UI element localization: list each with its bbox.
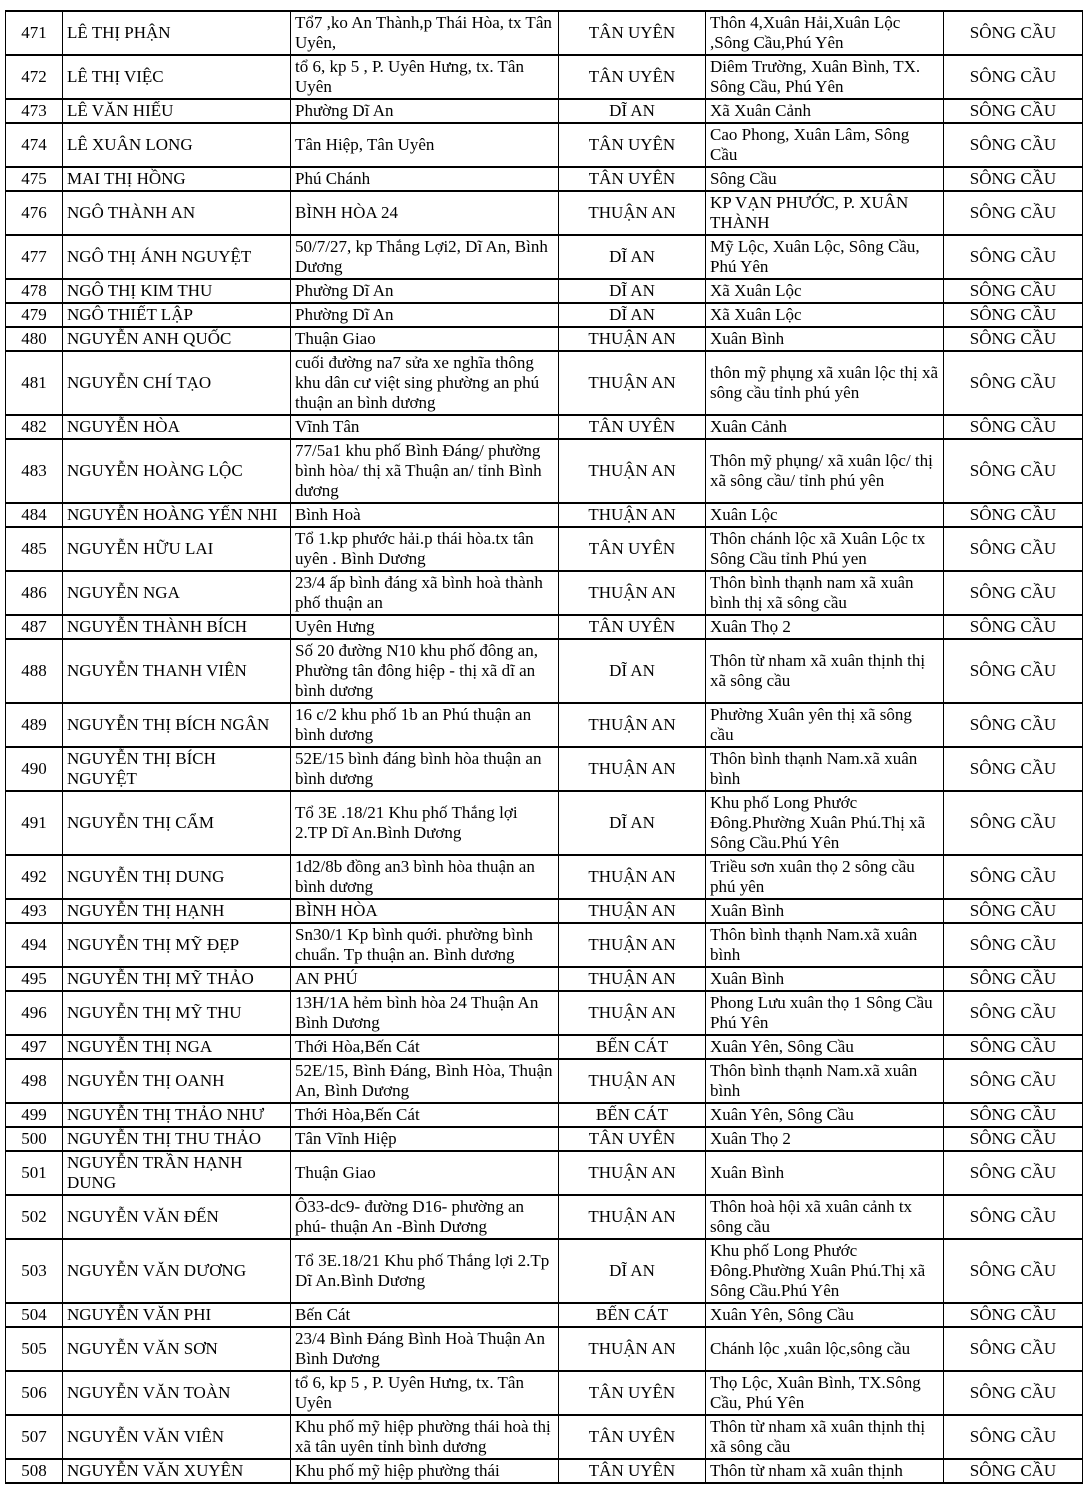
- origin-address-cell: Phường Dĩ An: [291, 279, 559, 303]
- origin-district-cell: DĨ AN: [559, 235, 706, 279]
- destination-address-cell: Xuân Thọ 2: [706, 615, 944, 639]
- origin-address-cell: Thới Hòa,Bến Cát: [291, 1035, 559, 1059]
- table-row: [6, 1303, 1083, 1327]
- passenger-name-cell: NGUYỄN THỊ MỸ ĐẸP: [63, 923, 291, 967]
- table-row: [6, 615, 1083, 639]
- destination-station-cell: SÔNG CẦU: [944, 503, 1083, 527]
- row-number-cell: 506: [6, 1371, 63, 1415]
- table-row: [6, 439, 1083, 503]
- origin-district-cell: THUẬN AN: [559, 1327, 706, 1371]
- origin-district-cell: DĨ AN: [559, 99, 706, 123]
- passenger-name-cell: NGUYỄN THỊ DUNG: [63, 855, 291, 899]
- origin-address-cell: tổ 6, kp 5 , P. Uyên Hưng, tx. Tân Uyên: [291, 1371, 559, 1415]
- origin-address-cell: Tổ 1.kp phước hải.p thái hòa.tx tân uyên . Bình Dương: [291, 527, 559, 571]
- passenger-name-cell: NGUYỄN THÀNH BÍCH: [63, 615, 291, 639]
- row-number-cell: 489: [6, 703, 63, 747]
- table-row: [6, 967, 1083, 991]
- row-number-cell: 483: [6, 439, 63, 503]
- destination-address-cell: Xuân Yên, Sông Cầu: [706, 1103, 944, 1127]
- origin-district-cell: TÂN UYÊN: [559, 1459, 706, 1483]
- origin-district-cell: DĨ AN: [559, 791, 706, 855]
- table-row: [6, 191, 1083, 235]
- passenger-name-cell: NGUYỄN THỊ OANH: [63, 1059, 291, 1103]
- origin-address-cell: 52E/15 bình đáng bình hòa thuận an bình dương: [291, 747, 559, 791]
- table-row: [6, 1151, 1083, 1195]
- row-number-cell: 480: [6, 327, 63, 351]
- origin-address-cell: 23/4 ấp bình đáng xã bình hoà thành phố thuận an: [291, 571, 559, 615]
- passenger-name-cell: MAI THỊ HỒNG: [63, 167, 291, 191]
- origin-district-cell: TÂN UYÊN: [559, 415, 706, 439]
- table-row: [6, 527, 1083, 571]
- origin-address-cell: BÌNH HÒA: [291, 899, 559, 923]
- origin-address-cell: 23/4 Bình Đáng Bình Hoà Thuận An Bình Dương: [291, 1327, 559, 1371]
- destination-address-cell: Cao Phong, Xuân Lâm, Sông Cầu: [706, 123, 944, 167]
- table-row: [6, 1371, 1083, 1415]
- table-row: [6, 11, 1083, 55]
- destination-station-cell: SÔNG CẦU: [944, 855, 1083, 899]
- row-number-cell: 487: [6, 615, 63, 639]
- origin-address-cell: Vĩnh Tân: [291, 415, 559, 439]
- passenger-name-cell: NGUYỄN THỊ MỸ THẢO: [63, 967, 291, 991]
- passenger-name-cell: NGUYỄN VĂN PHI: [63, 1303, 291, 1327]
- origin-address-cell: Phường Dĩ An: [291, 303, 559, 327]
- destination-address-cell: Khu phố Long Phước Đông.Phường Xuân Phú.Thị xã Sông Cầu.Phú Yên: [706, 791, 944, 855]
- destination-station-cell: SÔNG CẦU: [944, 991, 1083, 1035]
- origin-district-cell: THUẬN AN: [559, 1059, 706, 1103]
- passenger-name-cell: NGUYỄN VĂN VIÊN: [63, 1415, 291, 1459]
- table-row: [6, 99, 1083, 123]
- origin-address-cell: Tân Hiệp, Tân Uyên: [291, 123, 559, 167]
- passenger-name-cell: NGUYỄN HỮU LAI: [63, 527, 291, 571]
- row-number-cell: 482: [6, 415, 63, 439]
- origin-district-cell: DĨ AN: [559, 1239, 706, 1303]
- destination-address-cell: Xuân Yên, Sông Cầu: [706, 1303, 944, 1327]
- destination-station-cell: SÔNG CẦU: [944, 1103, 1083, 1127]
- destination-address-cell: Thôn bình thạnh Nam.xã xuân bình: [706, 1059, 944, 1103]
- row-number-cell: 492: [6, 855, 63, 899]
- table-row: [6, 123, 1083, 167]
- destination-station-cell: SÔNG CẦU: [944, 1239, 1083, 1303]
- origin-address-cell: Số 20 đường N10 khu phố đông an, Phường tân đông hiệp - thị xã dĩ an bình dương: [291, 639, 559, 703]
- destination-address-cell: thôn mỹ phụng xã xuân lộc thị xã sông cầu tỉnh phú yên: [706, 351, 944, 415]
- destination-address-cell: Chánh lộc ,xuân lộc,sông cầu: [706, 1327, 944, 1371]
- destination-address-cell: KP VẠN PHƯỚC, P. XUÂN THÀNH: [706, 191, 944, 235]
- destination-station-cell: SÔNG CẦU: [944, 1459, 1083, 1483]
- origin-address-cell: Thới Hòa,Bến Cát: [291, 1103, 559, 1127]
- passenger-name-cell: NGÔ THỊ KIM THU: [63, 279, 291, 303]
- passenger-name-cell: NGUYỄN TRẦN HẠNH DUNG: [63, 1151, 291, 1195]
- origin-district-cell: TÂN UYÊN: [559, 1415, 706, 1459]
- destination-address-cell: Triều sơn xuân thọ 2 sông cầu phú yên: [706, 855, 944, 899]
- destination-address-cell: Diêm Trường, Xuân Bình, TX. Sông Cầu, Phú Yên: [706, 55, 944, 99]
- destination-address-cell: Thôn bình thạnh nam xã xuân bình thị xã sông cầu: [706, 571, 944, 615]
- table-row: [6, 351, 1083, 415]
- destination-address-cell: Thôn bình thạnh Nam.xã xuân bình: [706, 747, 944, 791]
- row-number-cell: 475: [6, 167, 63, 191]
- destination-address-cell: Xuân Cảnh: [706, 415, 944, 439]
- origin-address-cell: Khu phố mỹ hiệp phường thái hoà thị xã tân uyên tỉnh bình dương: [291, 1415, 559, 1459]
- destination-station-cell: SÔNG CẦU: [944, 1415, 1083, 1459]
- row-number-cell: 505: [6, 1327, 63, 1371]
- row-number-cell: 490: [6, 747, 63, 791]
- passenger-name-cell: NGUYỄN ANH QUỐC: [63, 327, 291, 351]
- destination-address-cell: Xuân Bình: [706, 1151, 944, 1195]
- destination-station-cell: SÔNG CẦU: [944, 11, 1083, 55]
- table-row: [6, 899, 1083, 923]
- origin-district-cell: THUẬN AN: [559, 967, 706, 991]
- origin-address-cell: Bình Hoà: [291, 503, 559, 527]
- destination-station-cell: SÔNG CẦU: [944, 923, 1083, 967]
- destination-station-cell: SÔNG CẦU: [944, 99, 1083, 123]
- origin-district-cell: THUẬN AN: [559, 439, 706, 503]
- table-row: [6, 747, 1083, 791]
- destination-address-cell: Xã Xuân Lộc: [706, 303, 944, 327]
- origin-district-cell: TÂN UYÊN: [559, 615, 706, 639]
- table-row: [6, 791, 1083, 855]
- row-number-cell: 507: [6, 1415, 63, 1459]
- origin-address-cell: Sn30/1 Kp bình quới. phường bình chuẩn. Tp thuận an. Bình dương: [291, 923, 559, 967]
- destination-station-cell: SÔNG CẦU: [944, 415, 1083, 439]
- origin-district-cell: THUẬN AN: [559, 191, 706, 235]
- destination-address-cell: Thôn mỹ phụng/ xã xuân lộc/ thị xã sông cầu/ tỉnh phú yên: [706, 439, 944, 503]
- row-number-cell: 493: [6, 899, 63, 923]
- passenger-name-cell: NGUYỄN HOÀNG YẾN NHI: [63, 503, 291, 527]
- destination-station-cell: SÔNG CẦU: [944, 235, 1083, 279]
- destination-address-cell: Khu phố Long Phước Đông.Phường Xuân Phú.Thị xã Sông Cầu.Phú Yên: [706, 1239, 944, 1303]
- row-number-cell: 504: [6, 1303, 63, 1327]
- destination-address-cell: Xuân Lộc: [706, 503, 944, 527]
- destination-station-cell: SÔNG CẦU: [944, 327, 1083, 351]
- table-row: [6, 571, 1083, 615]
- destination-address-cell: Thôn bình thạnh Nam.xã xuân bình: [706, 923, 944, 967]
- destination-address-cell: Xuân Thọ 2: [706, 1127, 944, 1151]
- passenger-name-cell: NGUYỄN VĂN DƯƠNG: [63, 1239, 291, 1303]
- destination-address-cell: Xuân Bình: [706, 327, 944, 351]
- destination-station-cell: SÔNG CẦU: [944, 527, 1083, 571]
- table-row: [6, 1327, 1083, 1371]
- table-row: [6, 1103, 1083, 1127]
- origin-district-cell: THUẬN AN: [559, 503, 706, 527]
- destination-station-cell: SÔNG CẦU: [944, 1327, 1083, 1371]
- destination-address-cell: Phong Lưu xuân thọ 1 Sông Cầu Phú Yên: [706, 991, 944, 1035]
- passenger-name-cell: NGUYỄN VĂN XUYÊN: [63, 1459, 291, 1483]
- destination-station-cell: SÔNG CẦU: [944, 439, 1083, 503]
- row-number-cell: 477: [6, 235, 63, 279]
- row-number-cell: 478: [6, 279, 63, 303]
- origin-address-cell: BÌNH HÒA 24: [291, 191, 559, 235]
- origin-address-cell: Phường Dĩ An: [291, 99, 559, 123]
- table-row: [6, 235, 1083, 279]
- passenger-name-cell: NGUYỄN THỊ BÍCH NGÂN: [63, 703, 291, 747]
- passenger-name-cell: NGUYỄN HÒA: [63, 415, 291, 439]
- passenger-name-cell: NGUYỄN THỊ MỸ THU: [63, 991, 291, 1035]
- destination-address-cell: Xuân Yên, Sông Cầu: [706, 1035, 944, 1059]
- table-row: [6, 327, 1083, 351]
- destination-station-cell: SÔNG CẦU: [944, 1035, 1083, 1059]
- origin-district-cell: THUẬN AN: [559, 571, 706, 615]
- passenger-name-cell: NGUYỄN THỊ NGA: [63, 1035, 291, 1059]
- destination-station-cell: SÔNG CẦU: [944, 1371, 1083, 1415]
- origin-address-cell: Uyên Hưng: [291, 615, 559, 639]
- row-number-cell: 491: [6, 791, 63, 855]
- passenger-name-cell: LÊ VĂN HIẾU: [63, 99, 291, 123]
- origin-address-cell: 1d2/8b đồng an3 bình hòa thuận an bình dương: [291, 855, 559, 899]
- origin-district-cell: THUẬN AN: [559, 327, 706, 351]
- origin-address-cell: tổ 6, kp 5 , P. Uyên Hưng, tx. Tân Uyên: [291, 55, 559, 99]
- table-row: [6, 415, 1083, 439]
- table-row: [6, 1239, 1083, 1303]
- destination-station-cell: SÔNG CẦU: [944, 791, 1083, 855]
- origin-district-cell: THUẬN AN: [559, 991, 706, 1035]
- passenger-name-cell: NGUYỄN THỊ BÍCH NGUYỆT: [63, 747, 291, 791]
- origin-address-cell: 50/7/27, kp Thắng Lợi2, Dĩ An, Bình Dương: [291, 235, 559, 279]
- row-number-cell: 476: [6, 191, 63, 235]
- row-number-cell: 503: [6, 1239, 63, 1303]
- origin-district-cell: BẾN CÁT: [559, 1303, 706, 1327]
- row-number-cell: 502: [6, 1195, 63, 1239]
- destination-station-cell: SÔNG CẦU: [944, 1059, 1083, 1103]
- table-row: [6, 303, 1083, 327]
- row-number-cell: 471: [6, 11, 63, 55]
- row-number-cell: 500: [6, 1127, 63, 1151]
- table-row: [6, 703, 1083, 747]
- origin-address-cell: AN PHÚ: [291, 967, 559, 991]
- origin-district-cell: THUẬN AN: [559, 923, 706, 967]
- origin-district-cell: TÂN UYÊN: [559, 123, 706, 167]
- row-number-cell: 473: [6, 99, 63, 123]
- destination-address-cell: Phường Xuân yên thị xã sông cầu: [706, 703, 944, 747]
- origin-address-cell: Bến Cát: [291, 1303, 559, 1327]
- passenger-name-cell: NGUYỄN VĂN TOÀN: [63, 1371, 291, 1415]
- origin-district-cell: TÂN UYÊN: [559, 527, 706, 571]
- row-number-cell: 497: [6, 1035, 63, 1059]
- row-number-cell: 472: [6, 55, 63, 99]
- row-number-cell: 495: [6, 967, 63, 991]
- destination-station-cell: SÔNG CẦU: [944, 1151, 1083, 1195]
- passenger-name-cell: NGUYỄN HOÀNG LỘC: [63, 439, 291, 503]
- origin-district-cell: THUẬN AN: [559, 855, 706, 899]
- origin-district-cell: BẾN CÁT: [559, 1103, 706, 1127]
- destination-station-cell: SÔNG CẦU: [944, 703, 1083, 747]
- table-body: [6, 11, 1083, 1483]
- origin-district-cell: THUẬN AN: [559, 703, 706, 747]
- destination-station-cell: SÔNG CẦU: [944, 639, 1083, 703]
- origin-address-cell: Ô33-dc9- đường D16- phường an phú- thuận An -Bình Dương: [291, 1195, 559, 1239]
- table-row: [6, 855, 1083, 899]
- destination-address-cell: Thôn từ nham xã xuân thịnh thị xã sông cầu: [706, 1415, 944, 1459]
- destination-station-cell: SÔNG CẦU: [944, 615, 1083, 639]
- destination-address-cell: Xuân Bình: [706, 899, 944, 923]
- origin-address-cell: cuối đường na7 sửa xe nghĩa thông khu dân cư việt sing phường an phú thuận an bình dương: [291, 351, 559, 415]
- row-number-cell: 479: [6, 303, 63, 327]
- row-number-cell: 496: [6, 991, 63, 1035]
- destination-station-cell: SÔNG CẦU: [944, 279, 1083, 303]
- destination-address-cell: Xã Xuân Lộc: [706, 279, 944, 303]
- row-number-cell: 488: [6, 639, 63, 703]
- passenger-name-cell: LÊ XUÂN LONG: [63, 123, 291, 167]
- passenger-name-cell: NGUYỄN THANH VIÊN: [63, 639, 291, 703]
- table-row: [6, 167, 1083, 191]
- row-number-cell: 484: [6, 503, 63, 527]
- origin-district-cell: THUẬN AN: [559, 1195, 706, 1239]
- destination-address-cell: Thôn từ nham xã xuân thịnh: [706, 1459, 944, 1483]
- origin-district-cell: THUẬN AN: [559, 351, 706, 415]
- origin-address-cell: 52E/15, Bình Đáng, Bình Hòa, Thuận An, Bình Dương: [291, 1059, 559, 1103]
- origin-district-cell: THUẬN AN: [559, 899, 706, 923]
- destination-address-cell: Mỹ Lộc, Xuân Lộc, Sông Cầu, Phú Yên: [706, 235, 944, 279]
- destination-station-cell: SÔNG CẦU: [944, 899, 1083, 923]
- passenger-name-cell: NGUYỄN THỊ CẨM: [63, 791, 291, 855]
- row-number-cell: 501: [6, 1151, 63, 1195]
- origin-address-cell: Tổ 3E.18/21 Khu phố Thắng lợi 2.Tp Dĩ An.Bình Dương: [291, 1239, 559, 1303]
- destination-station-cell: SÔNG CẦU: [944, 123, 1083, 167]
- origin-address-cell: 16 c/2 khu phố 1b an Phú thuận an bình dương: [291, 703, 559, 747]
- destination-address-cell: Sông Cầu: [706, 167, 944, 191]
- destination-address-cell: Xuân Bình: [706, 967, 944, 991]
- origin-district-cell: TÂN UYÊN: [559, 1371, 706, 1415]
- passenger-name-cell: NGÔ THIẾT LẬP: [63, 303, 291, 327]
- row-number-cell: 485: [6, 527, 63, 571]
- destination-station-cell: SÔNG CẦU: [944, 747, 1083, 791]
- row-number-cell: 486: [6, 571, 63, 615]
- table-row: [6, 639, 1083, 703]
- origin-address-cell: Khu phố mỹ hiệp phường thái: [291, 1459, 559, 1483]
- passenger-name-cell: LÊ THỊ VIỆC: [63, 55, 291, 99]
- table-row: [6, 55, 1083, 99]
- row-number-cell: 474: [6, 123, 63, 167]
- destination-station-cell: SÔNG CẦU: [944, 1195, 1083, 1239]
- passenger-name-cell: NGUYỄN NGA: [63, 571, 291, 615]
- table-row: [6, 1059, 1083, 1103]
- destination-station-cell: SÔNG CẦU: [944, 1303, 1083, 1327]
- origin-address-cell: Phú Chánh: [291, 167, 559, 191]
- origin-address-cell: Thuận Giao: [291, 1151, 559, 1195]
- passenger-name-cell: NGUYỄN VĂN ĐẾN: [63, 1195, 291, 1239]
- origin-address-cell: Thuận Giao: [291, 327, 559, 351]
- destination-station-cell: SÔNG CẦU: [944, 1127, 1083, 1151]
- table-row: [6, 991, 1083, 1035]
- destination-address-cell: Thọ Lộc, Xuân Bình, TX.Sông Cầu, Phú Yên: [706, 1371, 944, 1415]
- row-number-cell: 499: [6, 1103, 63, 1127]
- table-row: [6, 1127, 1083, 1151]
- table-row: [6, 1195, 1083, 1239]
- origin-district-cell: BẾN CÁT: [559, 1035, 706, 1059]
- passenger-name-cell: NGUYỄN THỊ HẠNH: [63, 899, 291, 923]
- origin-address-cell: Tân Vĩnh Hiệp: [291, 1127, 559, 1151]
- row-number-cell: 481: [6, 351, 63, 415]
- passenger-name-cell: NGÔ THỊ ÁNH NGUYỆT: [63, 235, 291, 279]
- destination-station-cell: SÔNG CẦU: [944, 303, 1083, 327]
- origin-district-cell: TÂN UYÊN: [559, 11, 706, 55]
- destination-address-cell: Thôn chánh lộc xã Xuân Lộc tx Sông Cầu tỉnh Phú yen: [706, 527, 944, 571]
- passenger-roster-table: [5, 10, 1083, 1484]
- origin-district-cell: TÂN UYÊN: [559, 1127, 706, 1151]
- origin-district-cell: DĨ AN: [559, 303, 706, 327]
- origin-address-cell: Tổ 3E .18/21 Khu phố Thắng lợi 2.TP Dĩ An.Bình Dương: [291, 791, 559, 855]
- origin-address-cell: 77/5a1 khu phố Bình Đáng/ phường bình hòa/ thị xã Thuận an/ tỉnh Bình dương: [291, 439, 559, 503]
- origin-district-cell: THUẬN AN: [559, 1151, 706, 1195]
- passenger-name-cell: NGÔ THÀNH AN: [63, 191, 291, 235]
- destination-station-cell: SÔNG CẦU: [944, 191, 1083, 235]
- passenger-name-cell: LÊ THỊ PHẬN: [63, 11, 291, 55]
- origin-district-cell: DĨ AN: [559, 279, 706, 303]
- destination-address-cell: Thôn từ nham xã xuân thịnh thị xã sông cầu: [706, 639, 944, 703]
- destination-address-cell: Thôn 4,Xuân Hải,Xuân Lộc ,Sông Cầu,Phú Yên: [706, 11, 944, 55]
- row-number-cell: 508: [6, 1459, 63, 1483]
- origin-district-cell: DĨ AN: [559, 639, 706, 703]
- passenger-name-cell: NGUYỄN CHÍ TẠO: [63, 351, 291, 415]
- passenger-name-cell: NGUYỄN VĂN SƠN: [63, 1327, 291, 1371]
- destination-address-cell: Thôn hoà hội xã xuân cảnh tx sông cầu: [706, 1195, 944, 1239]
- table-row: [6, 923, 1083, 967]
- table-row: [6, 1035, 1083, 1059]
- destination-station-cell: SÔNG CẦU: [944, 967, 1083, 991]
- table-row: [6, 1459, 1083, 1483]
- origin-address-cell: Tổ7 ,ko An Thành,p Thái Hòa, tx Tân Uyên,: [291, 11, 559, 55]
- passenger-name-cell: NGUYỄN THỊ THU THẢO: [63, 1127, 291, 1151]
- origin-address-cell: 13H/1A hẻm bình hòa 24 Thuận An Bình Dương: [291, 991, 559, 1035]
- origin-district-cell: THUẬN AN: [559, 747, 706, 791]
- origin-district-cell: TÂN UYÊN: [559, 55, 706, 99]
- row-number-cell: 498: [6, 1059, 63, 1103]
- destination-station-cell: SÔNG CẦU: [944, 351, 1083, 415]
- destination-station-cell: SÔNG CẦU: [944, 167, 1083, 191]
- origin-district-cell: TÂN UYÊN: [559, 167, 706, 191]
- destination-station-cell: SÔNG CẦU: [944, 571, 1083, 615]
- passenger-name-cell: NGUYỄN THỊ THẢO NHƯ: [63, 1103, 291, 1127]
- row-number-cell: 494: [6, 923, 63, 967]
- destination-station-cell: SÔNG CẦU: [944, 55, 1083, 99]
- table-row: [6, 503, 1083, 527]
- destination-address-cell: Xã Xuân Cảnh: [706, 99, 944, 123]
- table-row: [6, 279, 1083, 303]
- table-row: [6, 1415, 1083, 1459]
